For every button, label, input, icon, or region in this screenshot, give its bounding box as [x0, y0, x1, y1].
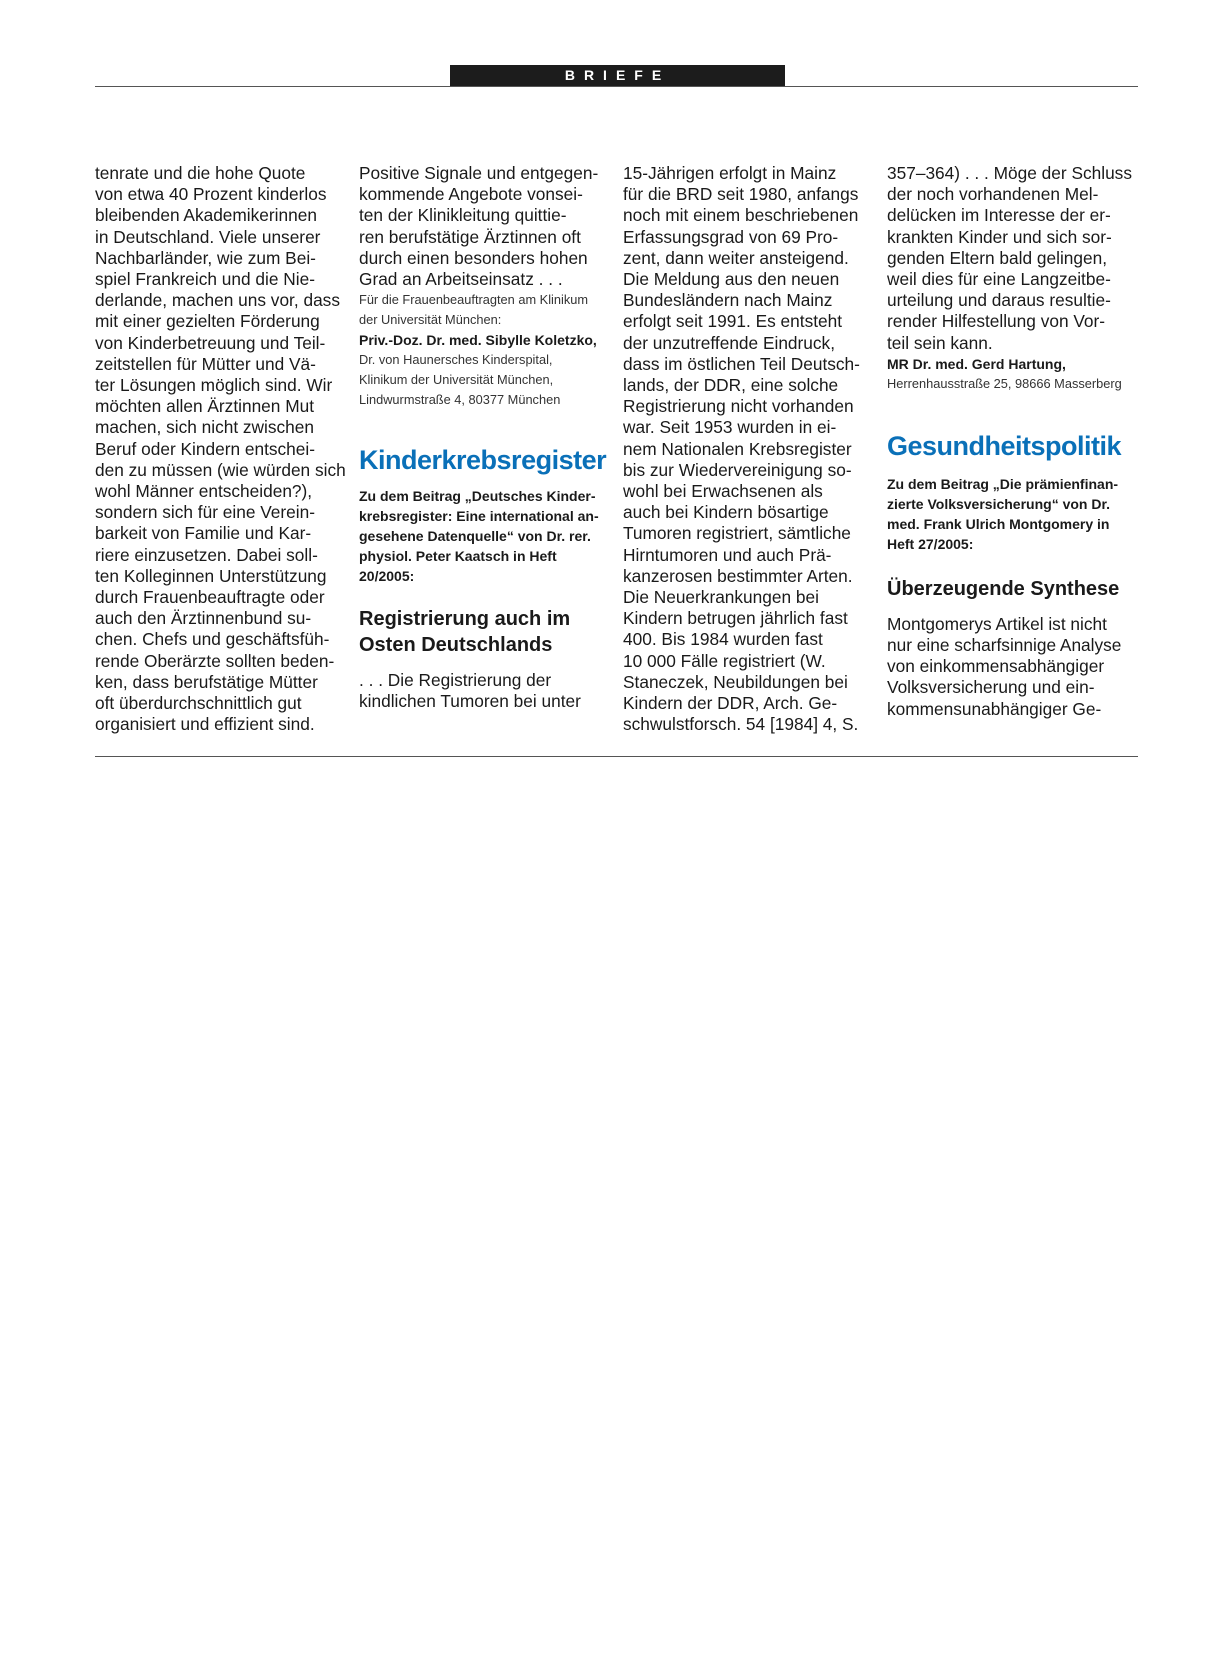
column-3: [623, 163, 875, 735]
letter-headline: Registrierung auch im Osten Deutschlands: [359, 608, 571, 657]
letter-text: . . . Die Registrierung der kindlichen Tumoren bei unter: [359, 670, 581, 712]
letter-text: Montgomerys Artikel ist nicht nur eine scharfsinnige Analyse von einkommensabhängiger Volksversicherung und ein- kommensunabhängiger Ge-: [887, 613, 1122, 719]
header-rule: [95, 86, 1138, 87]
letter-headline: Überzeugende Synthese: [887, 577, 1120, 600]
bottom-rule: [95, 756, 1138, 757]
letter-text: 15-Jährigen erfolgt in Mainz für die BRD seit 1980, anfangs noch mit einem beschriebenen Erfassungsgrad von 69 Pro- zent, dann weiter ansteigend. Die Meldung aus den neuen Bundesländern nach Mainz erfolgt seit 1991. Es entsteht der unzutreffende Eindruck, dass im östlichen Teil Deutsch- lands, der DDR, eine solche Registrierung nicht vorhanden war. Seit 1953 wurden in ei- nem Nationalen Krebsregister bis zur Wiedervereinigung so- wohl bei Erwachsenen als auch bei Kindern bösartige Tumoren registriert, sämtliche Hirntumoren und auch Prä- kanzerosen bestimmter Arten. Die Neuerkrankungen bei Kindern betrugen jährlich fast 400. Bis 1984 wurden fast 10 000 Fälle registriert (W. Staneczek, Neubildungen bei Kindern der DDR, Arch. Ge- schwulstforsch. 54 [1984] 4, S.: [623, 163, 860, 735]
column-4: [887, 163, 1139, 720]
rubric-title: Gesundheitspolitik: [887, 430, 1122, 461]
letter-text: Positive Signale und entgegen- kommende Angebote vonsei- ten der Klinikleitung quittie- ren berufstätige Ärztinnen oft durch einen besonders hohen Grad an Arbeitseinsatz . . .: [359, 163, 599, 290]
column-1: [95, 163, 347, 735]
signature-address: Herrenhausstraße 25, 98666 Masserberg: [887, 375, 1122, 391]
section-tag: BRIEFE: [450, 65, 785, 86]
column-2: [359, 163, 611, 713]
signature-address: Dr. von Haunersches Kinderspital, Klinikum der Universität München, Lindwurmstraße 4, 80377 München: [359, 352, 561, 408]
article-reference: Zu dem Beitrag „Deutsches Kinder- krebsregister: Eine international an- gesehene Datenquelle“ von Dr. rer. physiol. Peter Kaatsch in Heft 20/2005:: [359, 488, 599, 585]
signature-intro: Für die Frauenbeauftragten am Klinikum der Universität München:: [359, 292, 589, 328]
signature-name: MR Dr. med. Gerd Hartung,: [887, 355, 1066, 372]
article-reference: Zu dem Beitrag „Die prämienfinan- zierte Volksversicherung“ von Dr. med. Frank Ulrich Montgomery in Heft 27/2005:: [887, 475, 1119, 552]
letter-text: 357–364) . . . Möge der Schluss der noch vorhandenen Mel- delücken im Interesse der er- krankten Kinder und sich sor- genden Eltern bald gelingen, weil dies für eine Langzeitbe- urteilung und daraus resultie- render Hilfestellung von Vor- teil sein kann.: [887, 163, 1132, 353]
signature-name: Priv.-Doz. Dr. med. Sibylle Koletzko,: [359, 332, 597, 349]
letter-text: tenrate und die hohe Quote von etwa 40 Prozent kinderlos bleibenden Akademikerinnen in Deutschland. Viele unserer Nachbarländer, wie zum Bei- spiel Frankreich und die Nie- derlande, machen uns vor, dass mit einer gezielten Förderung von Kinderbetreuung und Teil- zeitstellen für Mütter und Vä- ter Lösungen möglich sind. Wir möchten allen Ärztinnen Mut machen, sich nicht zwischen Beruf oder Kindern entschei- den zu müssen (wie würden sich wohl Männer entscheiden?), sondern sich für eine Verein- barkeit von Familie und Kar- riere einzusetzen. Dabei soll- ten Kolleginnen Unterstützung durch Frauenbeauftragte oder auch den Ärztinnenbund su- chen. Chefs und geschäftsfüh- rende Oberärzte sollten beden- ken, dass berufstätige Mütter oft überdurchschnittlich gut organisiert und effizient sind.: [95, 163, 346, 735]
rubric-title: Kinderkrebsregister: [359, 445, 607, 476]
